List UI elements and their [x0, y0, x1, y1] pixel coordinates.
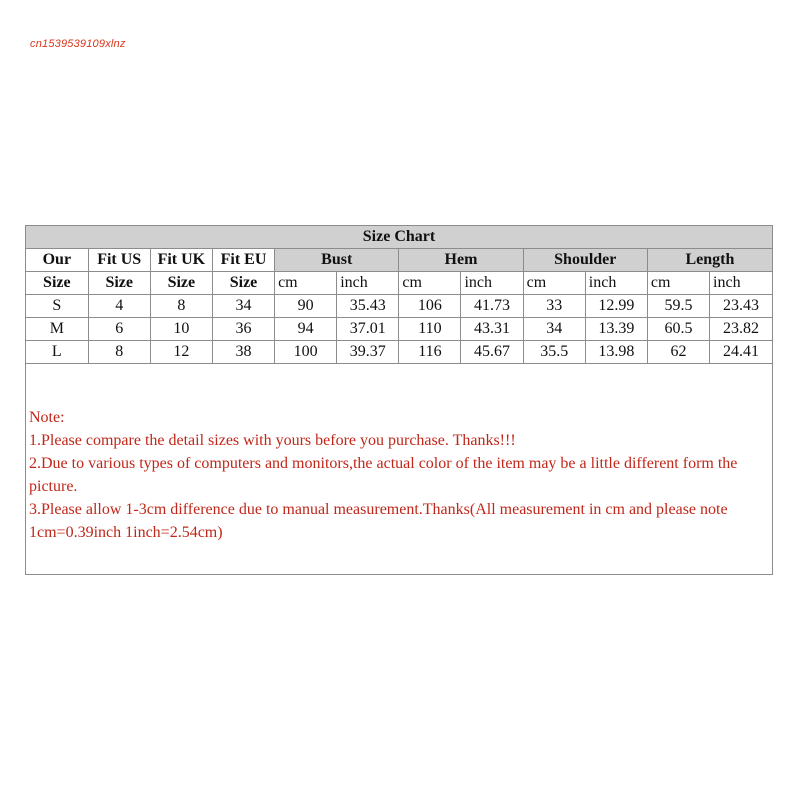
table-cell: 41.73 — [461, 295, 523, 318]
unit-shoulder-inch: inch — [585, 272, 647, 295]
table-cell: 12 — [150, 341, 212, 364]
table-cell: 37.01 — [337, 318, 399, 341]
note-line-3: 3.Please allow 1-3cm difference due to manual measurement.Thanks(All measurement in cm and please note 1cm=0.39inch 1inch=2.54cm) — [29, 501, 728, 541]
notes-block — [29, 406, 769, 544]
table-cell: 43.31 — [461, 318, 523, 341]
table-cell: 34 — [523, 318, 585, 341]
table-cell: L — [26, 341, 88, 364]
table-row-l — [26, 341, 772, 364]
note-line-1: 1.Please compare the detail sizes with yours before you purchase. Thanks!!! — [29, 432, 516, 449]
size-chart-title: Size Chart — [26, 226, 772, 249]
table-cell: 38 — [212, 341, 274, 364]
unit-hem-cm: cm — [399, 272, 461, 295]
table-cell: 116 — [399, 341, 461, 364]
header-hem: Hem — [399, 249, 523, 272]
header-shoulder: Shoulder — [523, 249, 647, 272]
table-cell: 36 — [212, 318, 274, 341]
header-fit-us-sub: Size — [88, 272, 150, 295]
table-cell: 94 — [275, 318, 337, 341]
table-cell: 45.67 — [461, 341, 523, 364]
table-cell: 106 — [399, 295, 461, 318]
table-cell: 60.5 — [647, 318, 709, 341]
table-cell: 35.5 — [523, 341, 585, 364]
table-cell: 6 — [88, 318, 150, 341]
table-cell: 8 — [150, 295, 212, 318]
table-cell: 110 — [399, 318, 461, 341]
size-chart-table — [26, 226, 772, 364]
table-cell: 13.98 — [585, 341, 647, 364]
header-fit-eu-sub: Size — [212, 272, 274, 295]
table-cell: 4 — [88, 295, 150, 318]
note-heading: Note: — [29, 409, 65, 426]
table-cell: 33 — [523, 295, 585, 318]
unit-hem-inch: inch — [461, 272, 523, 295]
unit-bust-inch: inch — [337, 272, 399, 295]
table-cell: 39.37 — [337, 341, 399, 364]
table-row-m — [26, 318, 772, 341]
table-cell: M — [26, 318, 88, 341]
table-cell: 23.43 — [710, 295, 772, 318]
watermark-text: cn1539539109xlnz — [30, 38, 126, 50]
header-fit-uk-sub: Size — [150, 272, 212, 295]
table-cell: 59.5 — [647, 295, 709, 318]
header-our-size-sub: Size — [26, 272, 88, 295]
table-cell: 90 — [275, 295, 337, 318]
note-line-2: 2.Due to various types of computers and monitors,the actual color of the item may be a little different form the picture. — [29, 455, 738, 495]
size-chart-panel — [25, 225, 773, 575]
table-cell: 13.39 — [585, 318, 647, 341]
header-fit-uk: Fit UK — [150, 249, 212, 272]
table-cell: 100 — [275, 341, 337, 364]
table-cell: 8 — [88, 341, 150, 364]
header-bust: Bust — [275, 249, 399, 272]
header-our-size: Our — [26, 249, 88, 272]
table-cell: 35.43 — [337, 295, 399, 318]
table-cell: 10 — [150, 318, 212, 341]
unit-length-cm: cm — [647, 272, 709, 295]
header-fit-eu: Fit EU — [212, 249, 274, 272]
header-length: Length — [647, 249, 772, 272]
table-cell: 62 — [647, 341, 709, 364]
table-cell: 23.82 — [710, 318, 772, 341]
table-row-s — [26, 295, 772, 318]
table-cell: 24.41 — [710, 341, 772, 364]
unit-length-inch: inch — [710, 272, 772, 295]
header-fit-us: Fit US — [88, 249, 150, 272]
unit-shoulder-cm: cm — [523, 272, 585, 295]
table-cell: 34 — [212, 295, 274, 318]
table-cell: S — [26, 295, 88, 318]
unit-bust-cm: cm — [275, 272, 337, 295]
table-cell: 12.99 — [585, 295, 647, 318]
